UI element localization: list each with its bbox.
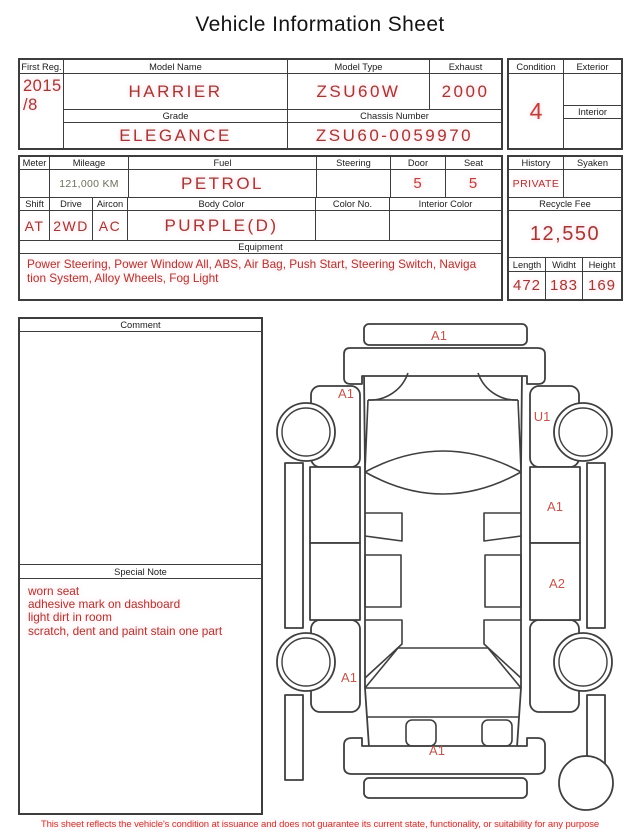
interior-color-label: Interior Color [418, 199, 473, 209]
right-sill-panel [587, 463, 605, 628]
comment-label: Comment [20, 319, 261, 332]
spec-header-row-1 [20, 157, 501, 170]
comment-body [20, 332, 261, 564]
dimensions-value-row [509, 272, 621, 299]
interior-value [564, 119, 621, 148]
exhaust-value: 2000 [441, 81, 490, 101]
grade-label: Grade [64, 110, 288, 122]
width-label: Widht [546, 258, 583, 271]
exterior-value [564, 74, 621, 106]
car-body-outline [364, 373, 522, 747]
special-note-label: Special Note [20, 564, 261, 579]
width-value: 183 [546, 272, 583, 299]
damage-label-right-front-fender: U1 [533, 409, 551, 424]
damage-label-front-bumper: A1 [431, 328, 447, 343]
spec-value-row-2 [20, 211, 501, 241]
left-sill-panel [285, 463, 303, 628]
equipment-line-1: Power Steering, Power Window All, ABS, Air Bag, Push Start, Steering Switch, Naviga [27, 257, 477, 271]
car-damage-diagram [265, 310, 640, 815]
grade-header-row [64, 110, 501, 123]
fuel-value: PETROL [129, 170, 317, 197]
first-reg-column [20, 60, 64, 148]
history-value-row [509, 170, 621, 198]
aircon-value: AC [93, 211, 128, 240]
equipment-text [20, 254, 501, 299]
special-note-line: light dirt in room [28, 610, 112, 625]
model-type-value: ZSU60W [288, 74, 430, 109]
shift-label: Shift [20, 198, 50, 210]
model-name-value: HARRIER [64, 74, 288, 109]
front-left-wheel-rim [282, 408, 330, 456]
seat-label: Seat [463, 158, 484, 168]
car-panels [285, 324, 605, 798]
body-color-label: Body Color [128, 198, 316, 210]
spec-header-row-2 [20, 198, 501, 211]
special-note-line: worn seat [28, 584, 80, 598]
model-type-label: Model Type [288, 60, 430, 73]
rear-bumper [364, 778, 527, 798]
recycle-fee-label: Recycle Fee [509, 198, 621, 211]
history-table [507, 155, 623, 301]
left-front-door [310, 467, 360, 543]
color-no-value [316, 211, 390, 240]
steering-value [317, 170, 391, 197]
aircon-label: Aircon [93, 198, 128, 210]
model-columns [64, 60, 501, 148]
syaken-value [564, 170, 621, 197]
meter-label: Meter [20, 157, 50, 169]
recycle-fee-value: 12,550 [509, 211, 621, 258]
spec-value-row-1 [20, 170, 501, 198]
dimensions-header-row [509, 258, 621, 272]
steering-label: Steering [317, 157, 391, 169]
height-label: Height [588, 259, 616, 270]
shift-value: AT [20, 211, 50, 240]
equipment-label: Equipment [20, 241, 501, 254]
syaken-label: Syaken [576, 158, 608, 168]
drive-value: 2WD [50, 211, 93, 240]
condition-column [509, 60, 564, 148]
interior-label: Interior [564, 106, 621, 119]
grade-value: ELEGANCE [64, 123, 288, 148]
front-right-wheel-rim [559, 408, 607, 456]
first-reg-value [20, 74, 63, 148]
length-value: 472 [509, 272, 546, 299]
damage-label-left-front-fender: A1 [338, 386, 354, 401]
chassis-value: ZSU60-0059970 [315, 125, 474, 145]
exhaust-label: Exhaust [448, 61, 483, 72]
damage-label-right-rear-door: A2 [549, 576, 565, 591]
equipment-line-2: tion System, Alloy Wheels, Fog Light [27, 271, 219, 285]
special-note-line: scratch, dent and paint stain one part [28, 623, 223, 638]
interior-color-value [390, 211, 501, 240]
special-note-body [20, 579, 261, 813]
history-header-row [509, 157, 621, 170]
history-label: History [509, 157, 564, 169]
drive-label: Drive [50, 198, 93, 210]
model-value-row [64, 74, 501, 110]
first-reg-label: First Reg. [20, 60, 63, 74]
page-title: Vehicle Information Sheet [195, 13, 445, 36]
spec-table [18, 155, 503, 301]
damage-label-left-rear-fender: A1 [341, 670, 357, 685]
damage-label-rear-bumper: A1 [429, 743, 445, 758]
special-note-line: adhesive mark on dashboard [28, 597, 181, 612]
chassis-label: Chassis Number [360, 111, 429, 121]
rear-right-wheel-rim [559, 638, 607, 686]
damage-label-right-front-door: A1 [547, 499, 563, 514]
seat-value: 5 [468, 175, 479, 192]
condition-table [507, 58, 623, 150]
mileage-value: 121,000 KM [50, 170, 129, 197]
history-value: PRIVATE [509, 170, 564, 197]
model-name-label: Model Name [64, 60, 288, 73]
first-reg-month: /8 [23, 96, 38, 114]
condition-label: Condition [509, 60, 563, 74]
body-color-value: PURPLE(D) [128, 211, 316, 240]
fuel-label: Fuel [129, 157, 317, 169]
left-rear-door [310, 543, 360, 620]
left-rear-sill-panel [285, 695, 303, 780]
meter-value [20, 170, 50, 197]
model-header-row [64, 60, 501, 74]
vehicle-identity-table [18, 58, 503, 150]
spare-wheel [559, 756, 613, 810]
door-value: 5 [391, 170, 446, 197]
door-label: Door [391, 157, 446, 169]
exterior-interior-column [564, 60, 621, 148]
comment-panel [18, 317, 263, 815]
first-reg-year: 2015 [23, 77, 62, 95]
height-value: 169 [587, 277, 617, 294]
disclaimer-text: This sheet reflects the vehicle's condition at issuance and does not guarantee its current state, functionality, or suitability for any purpose [40, 819, 600, 830]
exterior-label: Exterior [564, 60, 621, 74]
color-no-label: Color No. [316, 198, 390, 210]
mileage-label: Mileage [50, 157, 129, 169]
length-label: Length [509, 258, 546, 271]
grade-value-row [64, 123, 501, 148]
condition-value: 4 [529, 97, 543, 124]
rear-left-wheel-rim [282, 638, 330, 686]
